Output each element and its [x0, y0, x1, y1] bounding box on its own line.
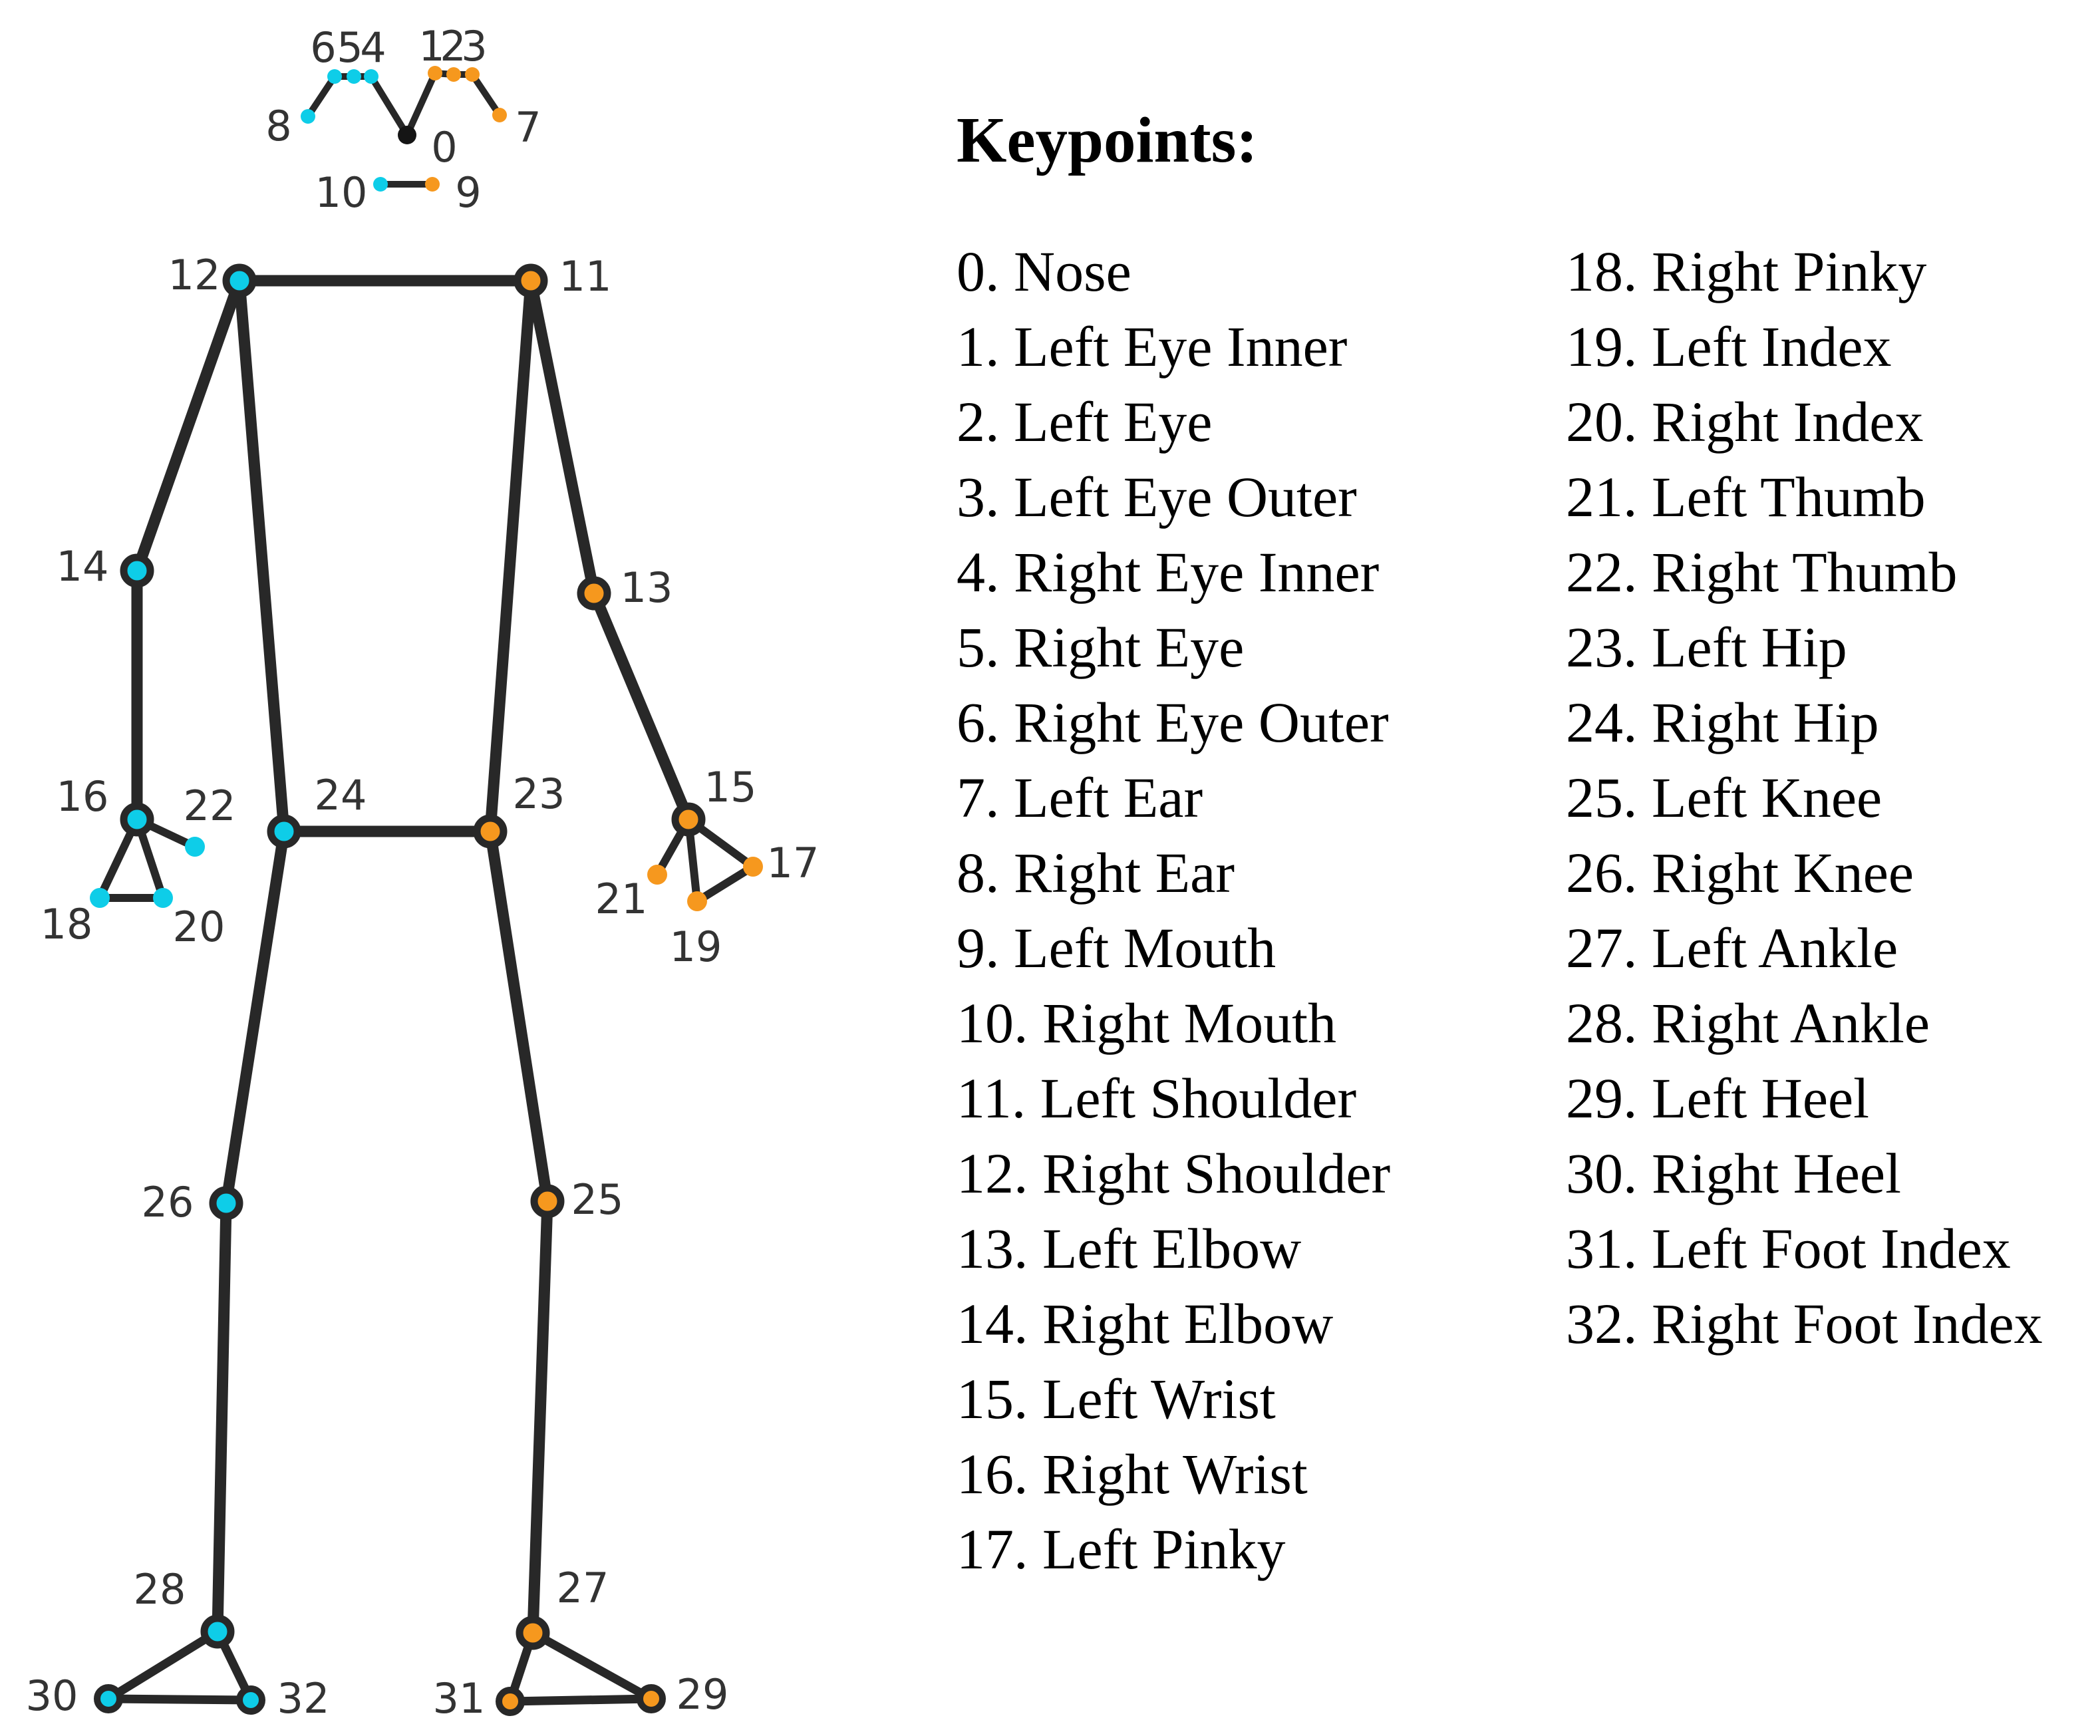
keypoint-number-left-hip: 23: [512, 770, 565, 819]
legend-column-1: [957, 234, 1566, 1587]
bone-right-shoulder-to-right-hip: [239, 281, 284, 831]
keypoint-dot-right-foot-index: [239, 1689, 262, 1711]
keypoint-dot-right-shoulder: [226, 267, 253, 294]
keypoint-dot-left-hip: [477, 818, 504, 845]
keypoint-number-left-index: 19: [669, 923, 722, 972]
keypoint-number-left-thumb: 21: [595, 875, 648, 924]
keypoint-dot-right-mouth: [373, 177, 388, 192]
keypoint-dot-left-index: [687, 891, 707, 911]
legend-item: 26. Right Knee: [1566, 841, 1914, 905]
keypoint-dot-right-elbow: [124, 557, 150, 584]
legend-item: 3. Left Eye Outer: [957, 465, 1357, 529]
keypoint-dot-left-foot-index: [499, 1690, 522, 1713]
keypoint-number-right-pinky: 18: [40, 900, 93, 949]
keypoint-dot-left-mouth: [425, 177, 440, 192]
keypoint-number-right-ear: 8: [265, 102, 292, 151]
legend-item: 6. Right Eye Outer: [957, 690, 1389, 754]
bone-left-eye-outer-to-left-ear: [472, 74, 500, 115]
legend-item: 1. Left Eye Inner: [957, 315, 1348, 378]
legend-item: 12. Right Shoulder: [957, 1141, 1391, 1205]
keypoint-number-right-eye-outer: 6: [310, 23, 337, 72]
keypoint-number-left-mouth: 9: [455, 168, 482, 217]
bone-right-eye-inner-to-nose: [371, 76, 407, 135]
bone-left-shoulder-to-left-hip: [490, 281, 531, 831]
keypoint-dot-right-ear: [301, 109, 315, 124]
keypoint-dot-left-pinky: [743, 857, 763, 877]
keypoint-number-right-index: 20: [172, 903, 225, 952]
bone-right-ankle-to-right-heel: [108, 1632, 218, 1699]
keypoint-dot-nose: [398, 126, 416, 144]
legend-item: 7. Left Ear: [957, 766, 1203, 829]
bone-left-foot-index-to-left-heel: [510, 1699, 651, 1701]
legend-item: 14. Right Elbow: [957, 1292, 1334, 1356]
legend-item: 27. Left Ankle: [1566, 916, 1898, 980]
keypoint-dot-left-thumb: [647, 865, 667, 885]
legend-item: 21. Left Thumb: [1566, 465, 1926, 529]
legend-item: 0. Nose: [957, 239, 1131, 303]
legend-item: 25. Left Knee: [1566, 766, 1882, 829]
bone-right-heel-to-right-foot-index: [108, 1699, 251, 1700]
keypoint-number-left-eye: 2: [440, 22, 466, 71]
legend-column-2: [1566, 234, 2098, 1362]
legend-item: 17. Left Pinky: [957, 1517, 1286, 1581]
keypoint-number-left-heel: 29: [676, 1670, 729, 1719]
keypoint-number-right-shoulder: 12: [168, 251, 221, 300]
keypoint-number-right-eye: 5: [337, 23, 363, 72]
legend-title: Keypoints:: [957, 104, 1258, 176]
keypoint-dot-right-heel: [97, 1687, 120, 1710]
legend-item: 18. Right Pinky: [1566, 239, 1927, 303]
legend-item: 19. Left Index: [1566, 315, 1892, 378]
legend-item: 13. Left Elbow: [957, 1217, 1302, 1280]
keypoint-dot-right-ankle: [204, 1618, 231, 1645]
keypoint-number-left-ankle: 27: [556, 1564, 609, 1613]
keypoint-number-right-thumb: 22: [183, 782, 236, 831]
keypoint-dot-left-wrist: [675, 806, 702, 833]
legend-item: 32. Right Foot Index: [1566, 1292, 2043, 1356]
keypoint-number-right-heel: 30: [25, 1671, 78, 1721]
legend-item: 29. Left Heel: [1566, 1066, 1870, 1130]
legend-item: 30. Right Heel: [1566, 1141, 1901, 1205]
keypoint-dot-right-pinky: [90, 888, 110, 908]
bone-left-shoulder-to-left-elbow: [531, 281, 594, 593]
legend-item: 23. Left Hip: [1566, 615, 1847, 679]
legend-item: 28. Right Ankle: [1566, 991, 1930, 1055]
keypoint-dot-left-elbow: [581, 580, 607, 607]
keypoint-number-right-elbow: 14: [56, 542, 109, 591]
keypoint-number-left-shoulder: 11: [559, 252, 612, 301]
keypoint-number-left-elbow: 13: [620, 563, 673, 613]
bone-right-shoulder-to-right-elbow: [137, 281, 239, 571]
keypoint-number-left-ear: 7: [515, 103, 541, 152]
bone-left-elbow-to-left-wrist: [594, 593, 688, 819]
keypoint-number-left-eye-inner: 1: [418, 22, 445, 71]
keypoint-number-right-mouth: 10: [315, 168, 368, 217]
keypoint-dot-left-shoulder: [518, 267, 544, 294]
bone-left-hip-to-left-knee: [490, 831, 547, 1201]
keypoint-number-right-eye-inner: 4: [360, 23, 386, 72]
keypoint-dot-left-heel: [640, 1687, 663, 1710]
keypoint-number-left-foot-index: 31: [432, 1674, 486, 1723]
keypoint-dot-right-index: [153, 888, 173, 908]
keypoint-number-right-foot-index: 32: [277, 1674, 330, 1723]
keypoint-dot-left-ear: [492, 108, 507, 122]
keypoint-number-left-knee: 25: [571, 1175, 624, 1225]
keypoint-number-left-eye-outer: 3: [461, 22, 488, 71]
keypoints-legend: [957, 234, 2098, 1587]
legend-item: 2. Left Eye: [957, 390, 1213, 454]
keypoint-dot-right-hip: [271, 818, 297, 845]
legend-item: 8. Right Ear: [957, 841, 1235, 905]
keypoint-dot-left-knee: [534, 1188, 561, 1215]
pose-skeleton-diagram: [0, 0, 851, 1736]
keypoint-number-right-ankle: 28: [133, 1565, 186, 1614]
legend-item: 11. Left Shoulder: [957, 1066, 1357, 1130]
legend-item: 24. Right Hip: [1566, 690, 1879, 754]
keypoint-dot-right-thumb: [185, 837, 205, 857]
keypoint-number-left-pinky: 17: [766, 839, 820, 888]
keypoint-dot-left-ankle: [520, 1620, 546, 1646]
legend-item: 22. Right Thumb: [1566, 540, 1958, 604]
legend-item: 9. Left Mouth: [957, 916, 1276, 980]
bone-right-hip-to-right-knee: [226, 831, 284, 1203]
legend-item: 20. Right Index: [1566, 390, 1924, 454]
legend-item: 16. Right Wrist: [957, 1442, 1308, 1506]
keypoint-number-right-knee: 26: [141, 1178, 194, 1227]
legend-item: 4. Right Eye Inner: [957, 540, 1380, 604]
bone-right-knee-to-right-ankle: [218, 1203, 226, 1632]
legend-item: 31. Left Foot Index: [1566, 1217, 2011, 1280]
keypoint-dot-right-wrist: [124, 806, 150, 833]
keypoint-number-nose: 0: [431, 123, 458, 172]
bone-left-ankle-to-left-heel: [533, 1633, 651, 1699]
legend-item: 10. Right Mouth: [957, 991, 1337, 1055]
keypoint-number-right-wrist: 16: [56, 772, 109, 821]
keypoint-number-right-hip: 24: [314, 771, 367, 820]
keypoint-dot-right-knee: [213, 1190, 239, 1217]
bone-left-knee-to-left-ankle: [533, 1201, 547, 1633]
legend-item: 15. Left Wrist: [957, 1367, 1276, 1431]
keypoint-number-left-wrist: 15: [704, 763, 757, 812]
legend-item: 5. Right Eye: [957, 615, 1245, 679]
